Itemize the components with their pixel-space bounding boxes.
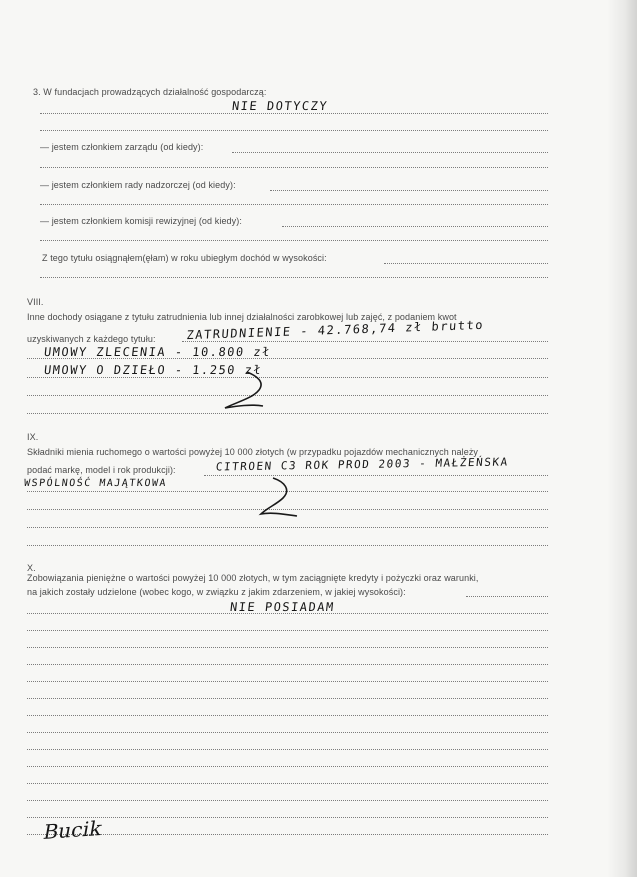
dotted-line (27, 715, 548, 716)
dotted-line (40, 113, 548, 114)
dotted-line (27, 783, 548, 784)
section-ix-text-line2: podać markę, model i rok produkcji): (27, 465, 176, 475)
section-x-text-line1: Zobowiązania pieniężne o wartości powyżej 10 000 złotych, w tym zaciągnięte kredyty i pożyczki oraz warunki, (27, 573, 479, 583)
dotted-line (282, 226, 548, 227)
section-3-item-supervisory: — jestem członkiem rady nadzorczej (od kiedy): (40, 180, 236, 190)
income-employment: ZATRUDNIENIE - 42.768,74 zł brutto (186, 317, 485, 343)
section-viii-text-line2: uzyskiwanych z każdego tytułu: (27, 334, 156, 344)
section-3-answer: NIE DOTYCZY (231, 99, 329, 113)
section-3-item-board: — jestem członkiem zarządu (od kiedy): (40, 142, 204, 152)
dotted-line (27, 800, 548, 801)
dotted-line (27, 527, 548, 528)
dotted-line (40, 130, 548, 131)
dotted-line (27, 749, 548, 750)
dotted-line (40, 240, 548, 241)
dotted-line (27, 395, 548, 396)
section-viii-text-line1: Inne dochody osiągane z tytułu zatrudnienia lub innej działalności zarobkowej lub zajęć, z podaniem kwot (27, 312, 457, 322)
dotted-line (40, 277, 548, 278)
vehicle-ownership: WSPÓLNOŚĆ MAJĄTKOWA (23, 478, 168, 489)
dotted-line (27, 630, 548, 631)
dotted-line (384, 263, 548, 264)
section-3-income: Z tego tytułu osiągnąłem(ęłam) w roku ubiegłym dochód w wysokości: (42, 253, 327, 263)
dotted-line (40, 204, 548, 205)
section-ix-number: IX. (27, 432, 39, 442)
dotted-line (27, 545, 548, 546)
dotted-line (27, 766, 548, 767)
dotted-line (466, 596, 548, 597)
income-contracts-mandate: UMOWY ZLECENIA - 10.800 zł (43, 345, 272, 359)
dotted-line (27, 664, 548, 665)
dotted-line (27, 732, 548, 733)
section-3-question: 3. W fundacjach prowadzących działalność gospodarczą: (33, 87, 267, 97)
dotted-line (232, 152, 548, 153)
dotted-line (182, 341, 548, 342)
section-x-number: X. (27, 563, 36, 573)
dotted-line (27, 698, 548, 699)
dotted-line (40, 167, 548, 168)
dotted-line (27, 613, 548, 614)
strike-scribble (255, 474, 305, 520)
dotted-line (27, 681, 548, 682)
vehicle-description: CITROEN C3 ROK PROD 2003 - MAŁŻEŃSKA (215, 455, 510, 474)
dotted-line (27, 377, 548, 378)
dotted-line (27, 647, 548, 648)
dotted-line (27, 834, 548, 835)
dotted-line (27, 413, 548, 414)
section-ix-text-line1: Składniki mienia ruchomego o wartości powyżej 10 000 złotych (w przypadku pojazdów mechanicznych należy (27, 447, 479, 457)
signature: Bucik (41, 816, 104, 844)
section-viii-number: VIII. (27, 297, 44, 307)
income-contracts-work: UMOWY O DZIEŁO - 1.250 zł (43, 363, 263, 377)
dotted-line (270, 190, 548, 191)
section-x-text-line2: na jakich zostały udzielone (wobec kogo, w związku z jakim zdarzeniem, w jakiej wysokości): (27, 587, 406, 597)
section-3-item-audit: — jestem członkiem komisji rewizyjnej (od kiedy): (40, 216, 242, 226)
dotted-line (27, 817, 548, 818)
strike-scribble (215, 368, 275, 414)
scan-shadow-edge (607, 0, 637, 877)
section-x-answer: NIE POSIADAM (229, 600, 336, 614)
dotted-line (27, 358, 548, 359)
